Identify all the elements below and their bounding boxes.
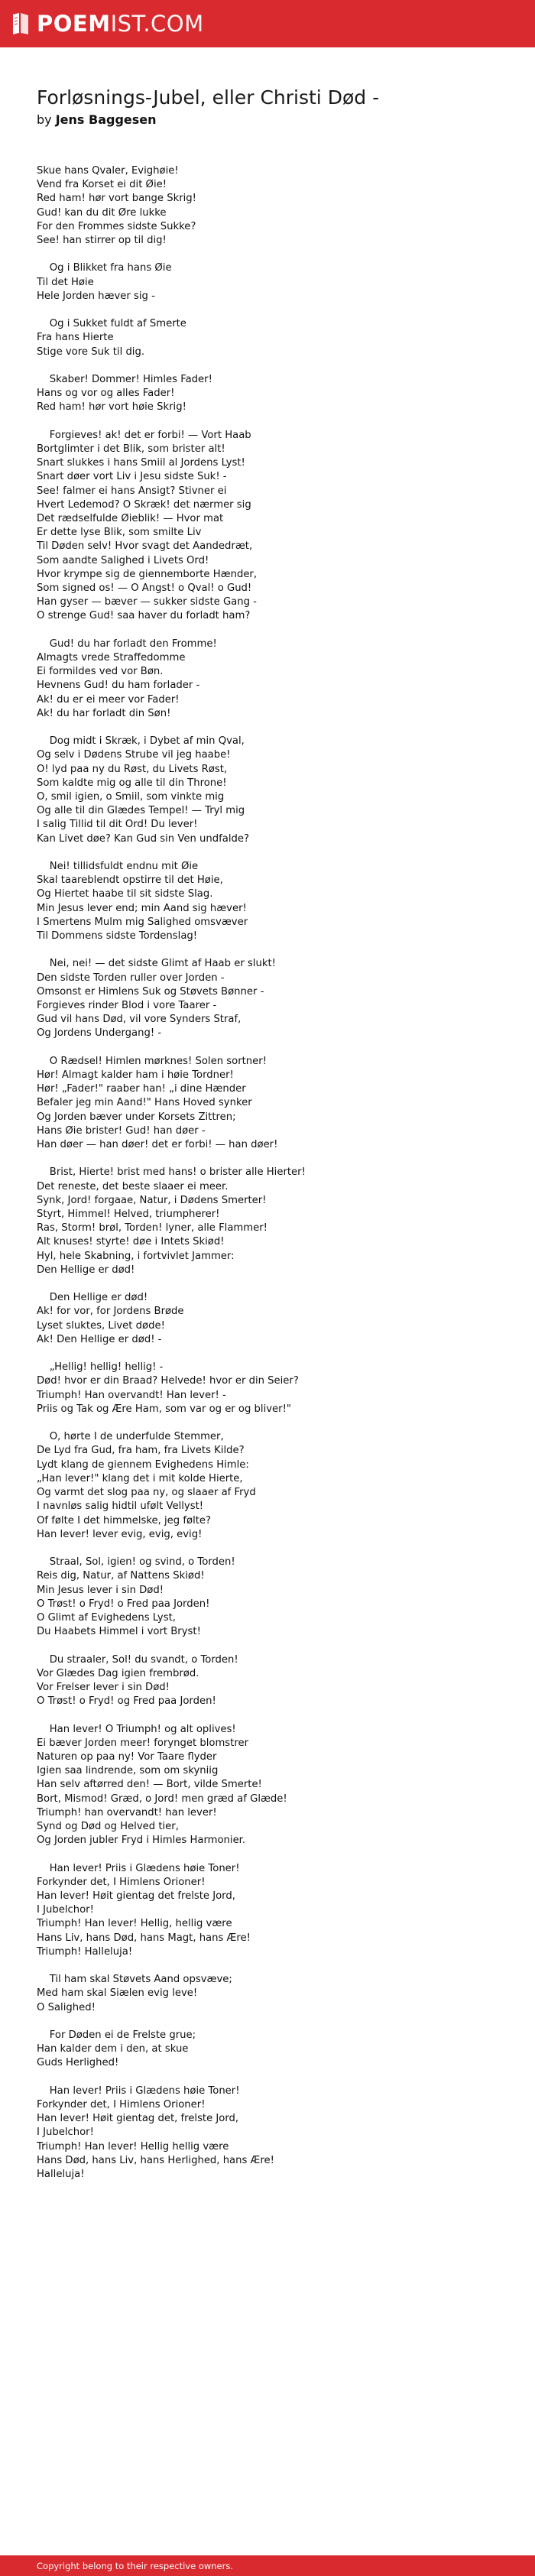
poem-line: Stige vore Suk til dig. <box>37 346 145 358</box>
poem-line: Lydt klang de giennem Evighedens Himle: <box>37 1458 249 1471</box>
poem-line: See! falmer ei hans Ansigt? Stivner ei <box>37 485 227 497</box>
book-icon <box>11 12 31 35</box>
poem-line: Lyset sluktes, Livet døde! <box>37 1319 165 1332</box>
poem-line: Halleluja! <box>37 2168 85 2180</box>
poem-line: De Lyd fra Gud, fra ham, fra Livets Kilde? <box>37 1445 245 1457</box>
poem-line: Og Jorden jubler Fryd i Himles Harmonier. <box>37 1835 246 1847</box>
poem-stanza <box>37 735 511 846</box>
poem-line: Og alle til din Glædes Tempel! — Tryl mig <box>37 805 245 817</box>
poem-line: I Jubelchor! <box>37 2127 94 2139</box>
poem-line: For den Frommes sidste Sukke? <box>37 220 196 232</box>
poem-line: Hvert Ledemod? O Skræk! det nærmer sig <box>37 498 251 511</box>
poem-line: Hør! „Fader!" raaber han! „i dine Hænder <box>37 1083 246 1095</box>
poem-stanza <box>37 638 511 721</box>
poem-stanza <box>37 1430 511 1542</box>
poem-line: Red ham! hør vort bange Skrig! <box>37 193 196 205</box>
copyright-text: Copyright belong to their respective owners. <box>37 2560 234 2571</box>
poem-line: Hans Død, hans Liv, hans Herlighed, hans Ære! <box>37 2154 274 2166</box>
poem-line: Nei, nei! — det sidste Glimt af Haab er slukt! <box>37 958 276 970</box>
poem-line: Han gyser — bæver — sukker sidste Gang - <box>37 596 257 608</box>
poem-line: Brist, Hierte! brist med hans! o brister alle Hierter! <box>37 1166 306 1179</box>
poem-line: Død! hvor er din Braad? Helvede! hvor er din Seier? <box>37 1375 299 1387</box>
poem-line: Det reneste, det beste slaaer ei meer. <box>37 1180 229 1192</box>
poem-line: Forkynder det, I Himlens Orioner! <box>37 2098 206 2110</box>
poem-body <box>37 164 511 2182</box>
poem-line: O Trøst! o Fryd! og Fred paa Jorden! <box>37 1695 216 1708</box>
poem-line: Hans Liv, hans Død, hans Magt, hans Ære! <box>37 1932 251 1944</box>
poem-line: Styrt, Himmel! Helved, triumpherer! <box>37 1209 220 1221</box>
poem-line: Til ham skal Støvets Aand opsvæve; <box>37 1974 232 1986</box>
poem-stanza <box>37 1166 511 1277</box>
poem-stanza <box>37 1653 511 1709</box>
poem-line: Synk, Jord! forgaae, Natur, i Dødens Smerter! <box>37 1194 267 1206</box>
poem-line: Triumph! han overvandt! han lever! <box>37 1806 217 1818</box>
by-label: by <box>37 112 52 127</box>
poem-line: Han lever! Priis i Glædens høie Toner! <box>37 1862 240 1874</box>
poem-line: Omsonst er Himlens Suk og Støvets Bønner - <box>37 985 264 998</box>
poem-line: Han lever! Priis i Glædens høie Toner! <box>37 2084 240 2097</box>
poem-line: For Døden ei de Frelste grue; <box>37 2029 196 2041</box>
poem-line: I salig Tillid til dit Ord! Du lever! <box>37 819 198 831</box>
logo-text-bold: POEM <box>37 11 111 37</box>
poem-line: Som kaldte mig og alle til din Throne! <box>37 777 227 789</box>
poem-line: O Trøst! o Fryd! o Fred paa Jorden! <box>37 1598 210 1610</box>
poem-line: Min Jesus lever i sin Død! <box>37 1584 164 1596</box>
poem-line: I navnløs salig hidtil ufølt Vellyst! <box>37 1501 204 1513</box>
poem-line: I Jubelchor! <box>37 1904 94 1916</box>
poem-stanza <box>37 317 511 359</box>
poem-line: Til Døden selv! Hvor svagt det Aandedræt, <box>37 540 253 553</box>
poem-stanza <box>37 2084 511 2182</box>
poem-line: Straal, Sol, igien! og svind, o Torden! <box>37 1556 235 1569</box>
poem-line: O Glimt af Evighedens Lyst, <box>37 1611 176 1624</box>
poem-stanza <box>37 1556 511 1639</box>
site-footer <box>0 2555 535 2576</box>
poem-line: „Han lever!" klang det i mit kolde Hierte, <box>37 1472 243 1484</box>
poem-stanza <box>37 1361 511 1416</box>
poem-stanza <box>37 373 511 415</box>
poem-line: Ei bæver Jorden meer! forynget blomstrer <box>37 1737 248 1749</box>
poem-stanza <box>37 429 511 624</box>
poem-line: Han lever! Høit gientag det, frelste Jord, <box>37 2113 239 2125</box>
poem-line: Snart slukkes i hans Smiil al Jordens Lyst! <box>37 457 245 469</box>
poem-line: Vor Glædes Dag igien frembrød. <box>37 1667 199 1679</box>
poem-line: Triumph! Han lever! Hellig, hellig være <box>37 1918 232 1930</box>
poem-line: I Smertens Mulm mig Salighed omsvæver <box>37 916 248 928</box>
poem-line: Kan Livet døe? Kan Gud sin Ven undfalde? <box>37 832 249 845</box>
poem-line: Almagts vrede Straffedomme <box>37 652 186 664</box>
logo-text <box>37 11 204 37</box>
poem-line: Han lever! O Triumph! og alt oplives! <box>37 1723 236 1735</box>
poem-line: Den Hellige er død! <box>37 1292 148 1304</box>
poem-line: Skue hans Qvaler, Evighøie! <box>37 165 179 177</box>
poem-title: Forløsnings-Jubel, eller Christi Død - <box>37 86 380 109</box>
poem-line: Og varmt det slog paa ny, og slaaer af Fryd <box>37 1487 256 1499</box>
poem-line: Vend fra Korset ei dit Øie! <box>37 179 167 191</box>
poem-line: Og Jordens Undergang! - <box>37 1027 162 1040</box>
poem-line: See! han stirrer op til dig! <box>37 235 167 247</box>
poem-line: Og i Blikket fra hans Øie <box>37 262 172 274</box>
poem-line: Forgieves! ak! det er forbi! — Vort Haab <box>37 429 251 441</box>
poem-line: Hyl, hele Skabning, i fortvivlet Jammer: <box>37 1250 235 1262</box>
poem-stanza <box>37 1055 511 1152</box>
poem-line: Ak! du er ei meer vor Fader! <box>37 693 180 706</box>
poem-line: Ei formildes ved vor Bøn. <box>37 666 164 678</box>
poem-line: Gud vil hans Død, vil vore Synders Straf, <box>37 1014 242 1026</box>
poem-byline <box>37 112 511 128</box>
poem-line: Gud! kan du dit Øre lukke <box>37 206 167 219</box>
poem-stanza <box>37 164 511 248</box>
poem-line: Red ham! hør vort høie Skrig! <box>37 401 186 414</box>
poem-line: Han lever! Høit gientag det frelste Jord, <box>37 1890 235 1902</box>
poem-line: Ak! for vor, for Jordens Brøde <box>37 1306 184 1318</box>
poem-stanza <box>37 1291 511 1347</box>
poem-line: Alt knuses! styrte! døe i Intets Skiød! <box>37 1236 225 1248</box>
poem-line: Og selv i Dødens Strube vil jeg haabe! <box>37 749 231 761</box>
poem-stanza <box>37 1723 511 1848</box>
poem-line: O! lyd paa ny du Røst, du Livets Røst, <box>37 763 228 775</box>
poem-line: Snart døer vort Liv i Jesu sidste Suk! - <box>37 471 227 483</box>
poem-line: O, hørte I de underfulde Stemmer, <box>37 1431 224 1443</box>
site-logo[interactable] <box>11 11 204 37</box>
poem-line: Igien saa lindrende, som om skyniig <box>37 1765 219 1777</box>
poem-line: Naturen op paa ny! Vor Taare flyder <box>37 1750 217 1763</box>
poem-line: „Hellig! hellig! hellig! - <box>37 1361 164 1374</box>
poem-stanza <box>37 860 511 943</box>
poem-line: Hele Jorden hæver sig - <box>37 290 155 302</box>
poem-line: Du straaler, Sol! du svandt, o Torden! <box>37 1653 238 1666</box>
poem-line: Skaber! Dommer! Himles Fader! <box>37 374 212 385</box>
poem-line: Med ham skal Siælen evig leve! <box>37 1987 198 2000</box>
poem-line: Det rædselfulde Øieblik! — Hvor mat <box>37 513 224 525</box>
poem-stanza <box>37 1973 511 2015</box>
poem-stanza <box>37 1862 511 1959</box>
poem-line: Og Hiertet haabe til sit sidste Slag. <box>37 888 213 900</box>
poem-stanza <box>37 261 511 303</box>
poem-line: Priis og Tak og Ære Ham, som var og er og bliver!" <box>37 1403 291 1415</box>
poem-line: Ras, Storm! brøl, Torden! lyner, alle Flammer! <box>37 1222 268 1234</box>
poem-line: Triumph! Han lever! Hellig hellig være <box>37 2140 229 2153</box>
poem-content <box>37 86 511 2195</box>
poem-line: Den Hellige er død! <box>37 1264 135 1276</box>
poem-line: Og i Sukket fuldt af Smerte <box>37 318 186 330</box>
poem-line: Ak! Den Hellige er død! - <box>37 1333 162 1345</box>
poem-line: Skal taareblendt opstirre til det Høie, <box>37 874 223 887</box>
poem-line: Synd og Død og Helved tier, <box>37 1820 179 1832</box>
poem-line: Triumph! Halleluja! <box>37 1945 133 1958</box>
poem-line: O Salighed! <box>37 2001 96 2013</box>
poem-line: Og Jorden bæver under Korsets Zittren; <box>37 1111 236 1123</box>
poem-line: Du Haabets Himmel i vort Bryst! <box>37 1626 201 1638</box>
poem-line: Of følte I det himmelske, jeg følte? <box>37 1514 212 1526</box>
poem-line: Gud! du har forladt den Fromme! <box>37 638 217 650</box>
poem-line: Han selv aftørred den! — Bort, vilde Smerte! <box>37 1779 262 1791</box>
author-link[interactable]: Jens Baggesen <box>55 112 157 127</box>
poem-line: Hvor krympe sig de giennemborte Hænder, <box>37 568 258 580</box>
poem-line: Forkynder det, I Himlens Orioner! <box>37 1876 206 1888</box>
poem-line: O Rædsel! Himlen mørknes! Solen sortner! <box>37 1055 267 1067</box>
poem-line: Vor Frelser lever i sin Død! <box>37 1681 170 1693</box>
site-header <box>0 0 535 47</box>
poem-line: Til det Høie <box>37 276 94 288</box>
poem-stanza <box>37 957 511 1040</box>
poem-line: Bort, Mismod! Græd, o Jord! men græd af Glæde! <box>37 1792 287 1805</box>
poem-line: Triumph! Han overvandt! Han lever! - <box>37 1389 226 1401</box>
poem-line: Er dette lyse Blik, som smilte Liv <box>37 527 202 539</box>
logo-text-light: IST.COM <box>110 11 204 37</box>
poem-line: Ak! du har forladt din Søn! <box>37 707 171 719</box>
poem-line: Befaler jeg min Aand!" Hans Hoved synker <box>37 1097 252 1109</box>
poem-line: Hans Øie brister! Gud! han døer - <box>37 1124 206 1137</box>
poem-line: Nei! tillidsfuldt endnu mit Øie <box>37 861 199 873</box>
poem-line: Han kalder dem i den, at skue <box>37 2043 189 2055</box>
poem-line: Dog midt i Skræk, i Dybet af min Qval, <box>37 735 245 748</box>
poem-line: Forgieves rinder Blod i vore Taarer - <box>37 1000 217 1012</box>
poem-line: Den sidste Torden ruller over Jorden - <box>37 972 225 984</box>
poem-line: Til Dommens sidste Tordenslag! <box>37 930 198 942</box>
poem-line: Han døer — han døer! det er forbi! — han døer! <box>37 1139 278 1151</box>
poem-line: Hevnens Gud! du ham forlader - <box>37 680 200 692</box>
poem-line: Han lever! lever evig, evig, evig! <box>37 1528 203 1540</box>
poem-line: Fra hans Hierte <box>37 332 114 344</box>
poem-line: Hans og vor og alles Fader! <box>37 388 175 400</box>
poem-line: Reis dig, Natur, af Nattens Skiød! <box>37 1570 205 1582</box>
poem-line: O strenge Gud! saa haver du forladt ham? <box>37 610 251 622</box>
poem-stanza <box>37 2029 511 2071</box>
poem-line: Som aandte Salighed i Livets Ord! <box>37 554 209 566</box>
poem-line: Min Jesus lever end; min Aand sig hæver! <box>37 902 247 914</box>
poem-line: Hør! Almagt kalder ham i høie Tordner! <box>37 1069 234 1082</box>
poem-line: Som signed os! — O Angst! o Qval! o Gud! <box>37 582 252 595</box>
poem-line: Guds Herlighed! <box>37 2057 119 2069</box>
poem-line: Bortglimter i det Blik, som brister alt! <box>37 443 225 455</box>
poem-line: O, smil igien, o Smiil, som vinkte mig <box>37 791 225 803</box>
